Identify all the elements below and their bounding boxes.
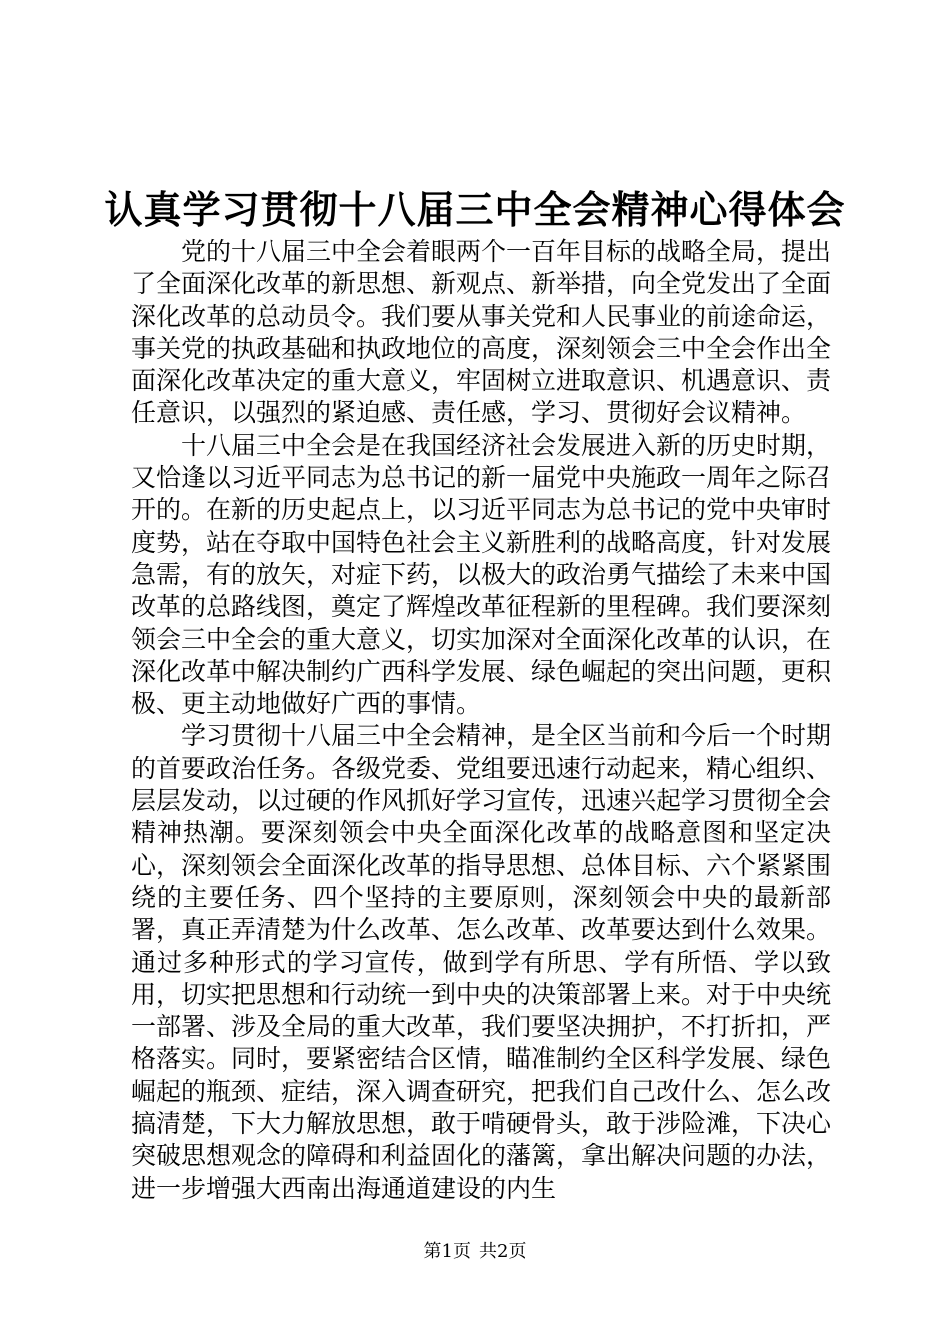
paragraph-3: 学习贯彻十八届三中全会精神，是全区当前和今后一个时期的首要政治任务。各级党委、党组要迅速行动起来，精心组织、层层发动，以过硬的作风抓好学习宣传，迅速兴起学习贯彻全会精神热潮。要深刻领会中央全面深化改革的战略意图和坚定决心，深刻领会全面深化改革的指导思想、总体目标、六个紧紧围绕的主要任务、四个坚持的主要原则，深刻领会中央的最新部署，真正弄清楚为什么改革、怎么改革、改革要达到什么效果。通过多种形式的学习宣传，做到学有所思、学有所悟、学以致用，切实把思想和行动统一到中央的决策部署上来。对于中央统一部署、涉及全局的重大改革，我们要坚决拥护，不打折扣，严格落实。同时，要紧密结合区情，瞄准制约全区科学发展、绿色崛起的瓶颈、症结，深入调查研究，把我们自己改什么、怎么改搞清楚，下大力解放思想，敢于啃硬骨头，敢于涉险滩，下决心突破思想观念的障碍和利益固化的藩篱，拿出解决问题的办法，进一步增强大西南出海通道建设的内生 bbox=[131, 721, 832, 1203]
page-footer bbox=[0, 1240, 950, 1264]
document-body bbox=[131, 236, 831, 1205]
paragraph-1: 党的十八届三中全会着眼两个一百年目标的战略全局，提出了全面深化改革的新思想、新观点、新举措，向全党发出了全面深化改革的总动员令。我们要从事关党和人民事业的前途命运，事关党的执政基础和执政地位的高度，深刻领会三中全会作出全面深化改革决定的重大意义，牢固树立进取意识、机遇意识、责任意识，以强烈的紧迫感、责任感，学习、贯彻好会议精神。 bbox=[131, 237, 832, 428]
page-count: 共2页 bbox=[479, 1241, 527, 1262]
paragraph-2: 十八届三中全会是在我国经济社会发展进入新的历史时期，又恰逢以习近平同志为总书记的新一届党中央施政一周年之际召开的。在新的历史起点上，以习近平同志为总书记的党中央审时度势，站在夺取中国特色社会主义新胜利的战略高度，针对发展急需，有的放矢，对症下药，以极大的政治勇气描绘了未来中国改革的总路线图，奠定了辉煌改革征程新的里程碑。我们要深刻领会三中全会的重大意义，切实加深对全面深化改革的认识，在深化改革中解决制约广西科学发展、绿色崛起的突出问题，更积极、更主动地做好广西的事情。 bbox=[131, 430, 832, 719]
page-number: 第1页 bbox=[423, 1241, 471, 1262]
document-title: 认真学习贯彻十八届三中全会精神心得体会 bbox=[104, 187, 846, 232]
